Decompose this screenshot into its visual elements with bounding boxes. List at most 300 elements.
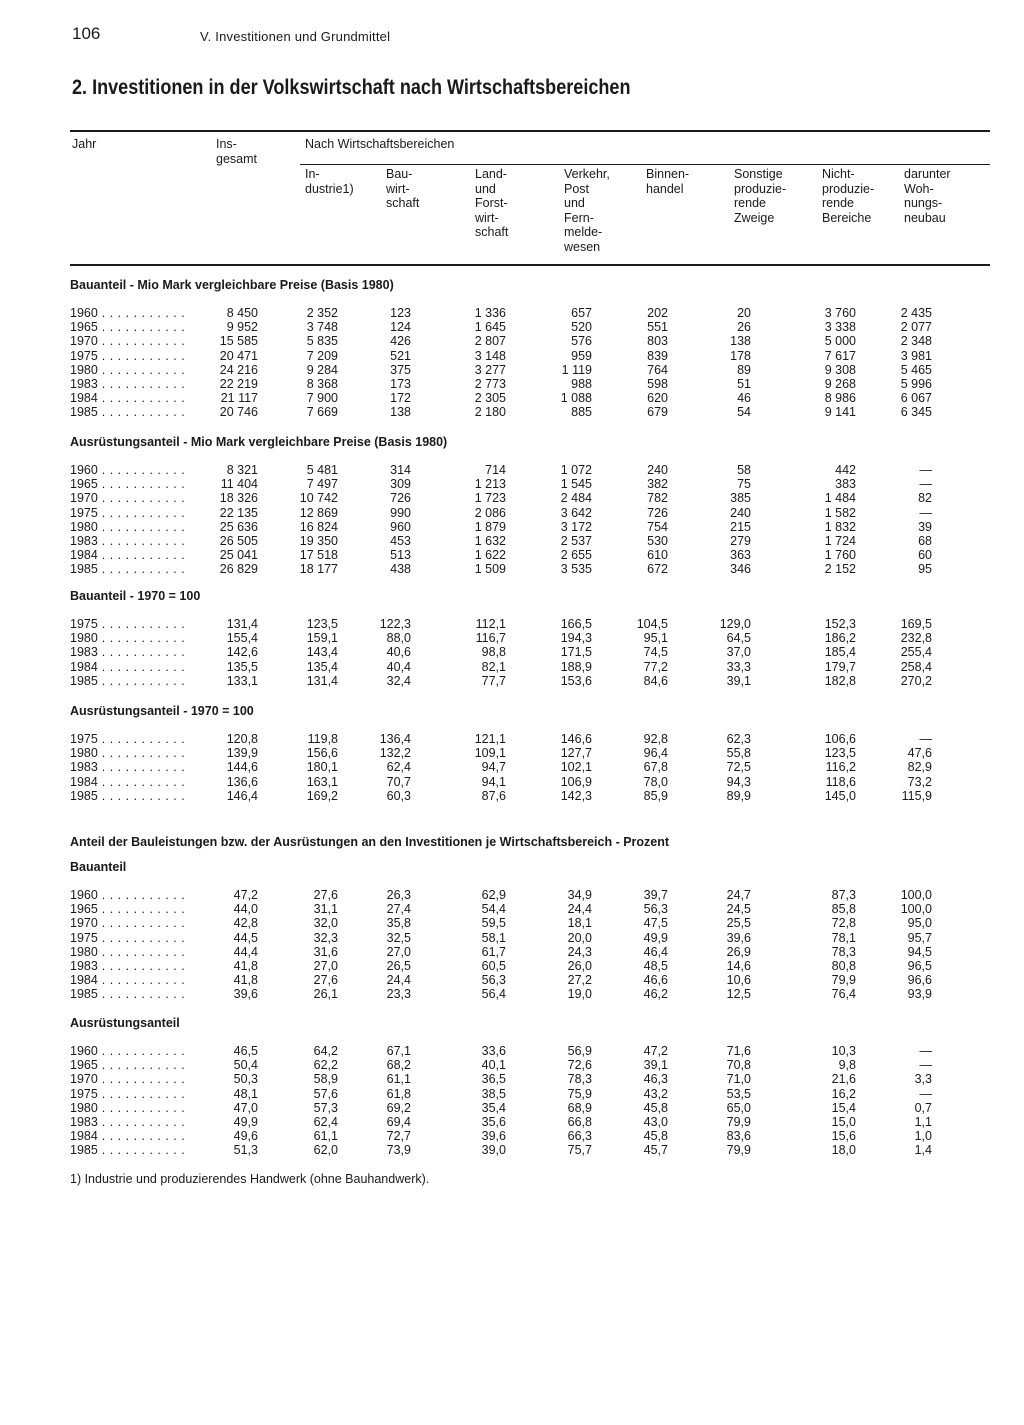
cell-bauwirtschaft: 132,2 — [379, 746, 411, 761]
cell-bauwirtschaft: 61,1 — [386, 1072, 411, 1087]
cell-industrie: 31,1 — [313, 902, 338, 917]
year-cell: 1983 . . . — [70, 534, 186, 548]
cell-verkehr: 171,5 — [560, 645, 592, 660]
cell-nicht-produzierende: 1 582 — [824, 505, 856, 520]
cell-insgesamt: 144,6 — [226, 760, 258, 775]
cell-wohnungsneubau: 96,6 — [907, 973, 932, 988]
cell-wohnungsneubau: 270,2 — [900, 673, 932, 688]
cell-bauwirtschaft: 24,4 — [386, 973, 411, 988]
header-binnenhandel: Binnen- handel — [646, 167, 690, 196]
cell-wohnungsneubau: 100,0 — [900, 902, 932, 917]
cell-verkehr: 1 072 — [560, 463, 592, 477]
cell-sonstige: 65,0 — [726, 1100, 751, 1115]
year-cell: 1985 . . . — [70, 674, 186, 688]
cell-verkehr: 885 — [571, 405, 592, 420]
cell-bauwirtschaft: 32,5 — [386, 930, 411, 945]
cell-industrie: 62,2 — [313, 1058, 338, 1073]
year-cell: 1984 . . . — [70, 1129, 186, 1143]
cell-bauwirtschaft: 23,3 — [386, 987, 411, 1002]
table-row — [0, 959, 1024, 973]
cell-land-forst: 60,5 — [481, 959, 506, 973]
cell-bauwirtschaft: 173 — [390, 377, 411, 391]
cell-industrie: 131,4 — [306, 673, 338, 688]
table-row — [0, 320, 1024, 334]
table-row — [0, 931, 1024, 945]
cell-sonstige: 20 — [737, 306, 751, 320]
cell-insgesamt: 20 471 — [219, 348, 258, 363]
cell-binnenhandel: 679 — [647, 405, 668, 420]
table-row — [0, 506, 1024, 520]
cell-wohnungsneubau: — — [919, 1086, 932, 1101]
cell-industrie: 143,4 — [306, 645, 338, 660]
cell-binnenhandel: 92,8 — [643, 732, 668, 746]
cell-binnenhandel: 598 — [647, 377, 668, 391]
cell-bauwirtschaft: 990 — [390, 505, 411, 520]
cell-insgesamt: 120,8 — [226, 732, 258, 746]
year-cell: 1975 . . . — [70, 732, 186, 746]
cell-nicht-produzierende: 5 000 — [824, 334, 856, 349]
cell-insgesamt: 25 041 — [219, 548, 258, 563]
cell-land-forst: 112,1 — [475, 617, 506, 631]
table-row — [0, 520, 1024, 534]
cell-nicht-produzierende: 123,5 — [824, 746, 856, 761]
cell-insgesamt: 8 321 — [226, 463, 258, 477]
cell-bauwirtschaft: 122,3 — [379, 617, 411, 631]
cell-sonstige: 71,0 — [726, 1072, 751, 1087]
year-cell: 1984 . . . — [70, 973, 186, 987]
cell-nicht-produzierende: 15,4 — [831, 1100, 856, 1115]
table-title: 2. Investitionen in der Volkswirtschaft nach Wirtschaftsbereichen — [72, 76, 631, 99]
cell-bauwirtschaft: 40,6 — [386, 645, 411, 660]
cell-land-forst: 1 645 — [474, 320, 506, 335]
cell-insgesamt: 51,3 — [233, 1143, 258, 1158]
table-row — [0, 463, 1024, 477]
cell-wohnungsneubau: 95,7 — [907, 930, 932, 945]
year-cell: 1975 . . . — [70, 1087, 186, 1101]
cell-nicht-produzierende: 15,6 — [831, 1129, 856, 1144]
cell-sonstige: 89 — [737, 362, 751, 377]
cell-insgesamt: 48,1 — [233, 1086, 258, 1101]
cell-binnenhandel: 202 — [647, 306, 668, 320]
cell-land-forst: 1 336 — [474, 306, 506, 320]
cell-nicht-produzierende: 145,0 — [824, 788, 856, 803]
cell-wohnungsneubau: 96,5 — [907, 959, 932, 973]
cell-sonstige: 363 — [730, 548, 751, 563]
section-title: Ausrüstungsanteil — [70, 1016, 180, 1030]
cell-binnenhandel: 48,5 — [643, 959, 668, 973]
cell-industrie: 64,2 — [313, 1044, 338, 1058]
cell-nicht-produzierende: 18,0 — [831, 1143, 856, 1158]
cell-insgesamt: 44,5 — [233, 930, 258, 945]
cell-insgesamt: 136,6 — [226, 774, 258, 789]
cell-land-forst: 33,6 — [481, 1044, 506, 1058]
cell-industrie: 31,6 — [313, 944, 338, 959]
cell-wohnungsneubau: 115,9 — [901, 788, 932, 803]
cell-binnenhandel: 47,5 — [643, 916, 668, 931]
group-rule — [300, 164, 990, 165]
cell-verkehr: 18,1 — [567, 916, 592, 931]
cell-bauwirtschaft: 426 — [390, 334, 411, 349]
cell-sonstige: 83,6 — [726, 1129, 751, 1144]
table-row — [0, 775, 1024, 789]
cell-nicht-produzierende: 116,2 — [825, 760, 856, 775]
cell-nicht-produzierende: 8 986 — [824, 391, 856, 406]
cell-sonstige: 12,5 — [726, 987, 751, 1002]
cell-bauwirtschaft: 172 — [390, 391, 411, 406]
cell-land-forst: 35,4 — [481, 1100, 506, 1115]
table-row — [0, 902, 1024, 916]
table-row — [0, 334, 1024, 348]
cell-land-forst: 54,4 — [481, 902, 506, 917]
cell-insgesamt: 20 746 — [219, 405, 258, 420]
cell-land-forst: 35,6 — [481, 1115, 506, 1129]
cell-nicht-produzierende: 1 724 — [824, 534, 856, 548]
cell-nicht-produzierende: 7 617 — [824, 348, 856, 363]
table-row — [0, 1129, 1024, 1143]
cell-verkehr: 20,0 — [567, 930, 592, 945]
cell-binnenhandel: 46,4 — [643, 944, 668, 959]
cell-binnenhandel: 551 — [647, 320, 668, 335]
year-cell: 1970 . . . — [70, 334, 186, 348]
cell-nicht-produzierende: 185,4 — [824, 645, 856, 660]
cell-land-forst: 714 — [485, 463, 506, 477]
table-row — [0, 1072, 1024, 1086]
year-cell: 1984 . . . — [70, 660, 186, 674]
header-group: Nach Wirtschaftsbereichen — [305, 137, 455, 151]
table-row — [0, 631, 1024, 645]
year-cell: 1985 . . . — [70, 562, 186, 576]
cell-binnenhandel: 764 — [647, 362, 668, 377]
cell-verkehr: 127,7 — [560, 746, 592, 761]
table-row — [0, 562, 1024, 576]
page-number: 106 — [72, 24, 101, 43]
cell-land-forst: 1 632 — [474, 534, 506, 548]
cell-bauwirtschaft: 513 — [390, 548, 411, 563]
cell-sonstige: 89,9 — [726, 788, 751, 803]
table-row — [0, 660, 1024, 674]
cell-wohnungsneubau: 6 345 — [900, 405, 932, 420]
cell-sonstige: 79,9 — [726, 1143, 751, 1158]
year-cell: 1983 . . . — [70, 1115, 186, 1129]
cell-wohnungsneubau: — — [919, 505, 932, 520]
table-row — [0, 1058, 1024, 1072]
cell-sonstige: 46 — [737, 391, 751, 406]
table-row — [0, 746, 1024, 760]
header-insgesamt: Ins- gesamt — [216, 137, 257, 166]
cell-verkehr: 166,5 — [560, 617, 592, 631]
cell-verkehr: 102,1 — [560, 760, 592, 775]
cell-verkehr: 72,6 — [567, 1058, 592, 1073]
cell-insgesamt: 26 829 — [219, 562, 258, 577]
cell-industrie: 19 350 — [299, 534, 338, 548]
section-title: Ausrüstungsanteil - Mio Mark vergleichbare Preise (Basis 1980) — [70, 435, 448, 449]
year-cell: 1970 . . . — [70, 1072, 186, 1086]
cell-wohnungsneubau: 39 — [918, 519, 932, 534]
cell-sonstige: 346 — [730, 562, 751, 577]
cell-verkehr: 66,3 — [567, 1129, 592, 1144]
cell-wohnungsneubau: 5 996 — [900, 377, 932, 391]
cell-sonstige: 129,0 — [719, 617, 751, 631]
cell-nicht-produzierende: 1 484 — [824, 491, 856, 506]
cell-wohnungsneubau: 3,3 — [914, 1072, 932, 1087]
cell-binnenhandel: 85,9 — [643, 788, 668, 803]
cell-nicht-produzierende: 1 760 — [824, 548, 856, 563]
cell-industrie: 2 352 — [306, 306, 338, 320]
cell-nicht-produzierende: 87,3 — [831, 888, 856, 902]
cell-bauwirtschaft: 453 — [390, 534, 411, 548]
cell-industrie: 8 368 — [306, 377, 338, 391]
cell-nicht-produzierende: 106,6 — [824, 732, 856, 746]
cell-binnenhandel: 672 — [647, 562, 668, 577]
cell-insgesamt: 139,9 — [226, 746, 258, 761]
cell-verkehr: 19,0 — [567, 987, 592, 1002]
year-cell: 1980 . . . — [70, 746, 186, 760]
year-cell: 1985 . . . — [70, 789, 186, 803]
cell-industrie: 17 518 — [299, 548, 338, 563]
cell-insgesamt: 9 952 — [226, 320, 258, 335]
cell-sonstige: 215 — [730, 519, 751, 534]
header-industrie: In- dustrie1) — [305, 167, 354, 196]
cell-industrie: 123,5 — [306, 617, 338, 631]
cell-land-forst: 94,7 — [481, 760, 506, 775]
cell-binnenhandel: 382 — [647, 477, 668, 492]
cell-sonstige: 25,5 — [726, 916, 751, 931]
cell-verkehr: 106,9 — [560, 774, 592, 789]
cell-wohnungsneubau: 1,0 — [914, 1129, 932, 1144]
cell-industrie: 7 900 — [306, 391, 338, 406]
cell-insgesamt: 41,8 — [233, 973, 258, 988]
header-bauwirtschaft: Bau- wirt- schaft — [386, 167, 420, 210]
cell-verkehr: 3 642 — [560, 505, 592, 520]
cell-bauwirtschaft: 314 — [390, 463, 411, 477]
table-row — [0, 760, 1024, 774]
cell-nicht-produzierende: 9 141 — [824, 405, 856, 420]
cell-nicht-produzierende: 9,8 — [838, 1058, 856, 1073]
section-title: Ausrüstungsanteil - 1970 = 100 — [70, 704, 254, 718]
cell-land-forst: 40,1 — [481, 1058, 506, 1073]
cell-land-forst: 61,7 — [481, 944, 506, 959]
cell-wohnungsneubau: — — [919, 1044, 932, 1058]
table-row — [0, 349, 1024, 363]
section-title: Anteil der Bauleistungen bzw. der Ausrüstungen an den Investitionen je Wirtschaftsbereich - Prozent — [70, 835, 670, 849]
cell-binnenhandel: 782 — [647, 491, 668, 506]
cell-wohnungsneubau: 1,4 — [914, 1143, 932, 1158]
cell-industrie: 57,3 — [313, 1100, 338, 1115]
cell-verkehr: 66,8 — [567, 1115, 592, 1129]
cell-verkehr: 142,3 — [560, 788, 592, 803]
cell-land-forst: 77,7 — [481, 673, 506, 688]
cell-binnenhandel: 610 — [647, 548, 668, 563]
cell-bauwirtschaft: 67,1 — [386, 1044, 411, 1058]
cell-binnenhandel: 74,5 — [643, 645, 668, 660]
year-cell: 1965 . . . — [70, 1058, 186, 1072]
table-row — [0, 477, 1024, 491]
cell-bauwirtschaft: 72,7 — [386, 1129, 411, 1144]
cell-land-forst: 38,5 — [481, 1086, 506, 1101]
cell-industrie: 7 497 — [306, 477, 338, 492]
cell-binnenhandel: 78,0 — [643, 774, 668, 789]
table-row — [0, 973, 1024, 987]
cell-wohnungsneubau: — — [919, 1058, 932, 1073]
cell-land-forst: 2 773 — [474, 377, 506, 391]
cell-wohnungsneubau: 100,0 — [900, 888, 932, 902]
cell-sonstige: 138 — [730, 334, 751, 349]
cell-sonstige: 51 — [737, 377, 751, 391]
cell-sonstige: 37,0 — [726, 645, 751, 660]
cell-sonstige: 14,6 — [726, 959, 751, 973]
table-row — [0, 645, 1024, 659]
cell-wohnungsneubau: 258,4 — [900, 659, 932, 674]
cell-binnenhandel: 39,7 — [643, 888, 668, 902]
header-wohnungsneubau: darunter Woh- nungs- neubau — [904, 167, 951, 225]
year-cell: 1985 . . . — [70, 1143, 186, 1157]
cell-verkehr: 576 — [571, 334, 592, 349]
cell-insgesamt: 24 216 — [219, 362, 258, 377]
cell-industrie: 159,1 — [306, 631, 338, 646]
cell-nicht-produzierende: 79,9 — [831, 973, 856, 988]
cell-industrie: 163,1 — [306, 774, 338, 789]
cell-insgesamt: 26 505 — [219, 534, 258, 548]
cell-industrie: 32,3 — [313, 930, 338, 945]
cell-land-forst: 94,1 — [481, 774, 506, 789]
year-cell: 1960 . . . — [70, 888, 186, 902]
cell-verkehr: 2 537 — [560, 534, 592, 548]
table-row — [0, 377, 1024, 391]
cell-land-forst: 82,1 — [481, 659, 506, 674]
cell-sonstige: 79,9 — [726, 1115, 751, 1129]
cell-wohnungsneubau: 2 348 — [900, 334, 932, 349]
cell-binnenhandel: 49,9 — [643, 930, 668, 945]
cell-land-forst: 56,4 — [481, 987, 506, 1002]
cell-binnenhandel: 754 — [647, 519, 668, 534]
cell-industrie: 7 669 — [306, 405, 338, 420]
header-land-forst: Land- und Forst- wirt- schaft — [475, 167, 509, 239]
cell-bauwirtschaft: 960 — [390, 519, 411, 534]
cell-bauwirtschaft: 35,8 — [386, 916, 411, 931]
table-row — [0, 1115, 1024, 1129]
cell-insgesamt: 135,5 — [226, 659, 258, 674]
year-cell: 1960 . . . — [70, 1044, 186, 1058]
footnote: 1) Industrie und produzierendes Handwerk (ohne Bauhandwerk). — [70, 1172, 430, 1186]
cell-verkehr: 75,7 — [567, 1143, 592, 1158]
cell-wohnungsneubau: 93,9 — [907, 987, 932, 1002]
cell-industrie: 5 835 — [306, 334, 338, 349]
cell-nicht-produzierende: 15,0 — [831, 1115, 856, 1129]
cell-bauwirtschaft: 26,3 — [386, 888, 411, 902]
cell-verkehr: 24,3 — [567, 944, 592, 959]
cell-insgesamt: 21 117 — [220, 391, 258, 406]
cell-insgesamt: 142,6 — [226, 645, 258, 660]
cell-land-forst: 2 807 — [474, 334, 506, 349]
cell-wohnungsneubau: 68 — [918, 534, 932, 548]
cell-bauwirtschaft: 61,8 — [386, 1086, 411, 1101]
year-cell: 1984 . . . — [70, 775, 186, 789]
cell-bauwirtschaft: 123 — [390, 306, 411, 320]
cell-binnenhandel: 45,8 — [643, 1100, 668, 1115]
cell-nicht-produzierende: 179,7 — [824, 659, 856, 674]
cell-land-forst: 56,3 — [481, 973, 506, 988]
top-rule — [70, 130, 990, 132]
cell-wohnungsneubau: — — [919, 477, 932, 492]
year-cell: 1975 . . . — [70, 349, 186, 363]
table-row — [0, 306, 1024, 320]
cell-industrie: 119,8 — [307, 732, 338, 746]
cell-wohnungsneubau: 1,1 — [914, 1115, 932, 1129]
cell-industrie: 27,6 — [313, 973, 338, 988]
cell-nicht-produzierende: 16,2 — [831, 1086, 856, 1101]
cell-nicht-produzierende: 383 — [835, 477, 856, 492]
cell-bauwirtschaft: 69,2 — [386, 1100, 411, 1115]
cell-bauwirtschaft: 375 — [390, 362, 411, 377]
cell-sonstige: 70,8 — [726, 1058, 751, 1073]
cell-land-forst: 1 723 — [474, 491, 506, 506]
cell-verkehr: 988 — [571, 377, 592, 391]
year-cell: 1985 . . . — [70, 405, 186, 419]
cell-verkehr: 34,9 — [567, 888, 592, 902]
cell-industrie: 27,0 — [313, 959, 338, 973]
cell-binnenhandel: 77,2 — [643, 659, 668, 674]
cell-insgesamt: 22 135 — [219, 505, 258, 520]
cell-binnenhandel: 39,1 — [643, 1058, 668, 1073]
cell-verkehr: 75,9 — [567, 1086, 592, 1101]
year-cell: 1983 . . . — [70, 760, 186, 774]
section-title: Bauanteil - Mio Mark vergleichbare Preise (Basis 1980) — [70, 278, 394, 292]
table-row — [0, 789, 1024, 803]
cell-industrie: 156,6 — [306, 746, 338, 761]
cell-nicht-produzierende: 2 152 — [824, 562, 856, 577]
cell-insgesamt: 50,4 — [233, 1058, 258, 1073]
cell-insgesamt: 146,4 — [226, 788, 258, 803]
cell-insgesamt: 25 636 — [219, 519, 258, 534]
cell-land-forst: 1 879 — [474, 519, 506, 534]
cell-land-forst: 2 305 — [474, 391, 506, 406]
header-sonstige: Sonstige produzie- rende Zweige — [734, 167, 787, 225]
cell-wohnungsneubau: 60 — [918, 548, 932, 563]
cell-insgesamt: 22 219 — [219, 377, 258, 391]
cell-verkehr: 2 484 — [560, 491, 592, 506]
cell-industrie: 180,1 — [306, 760, 338, 775]
cell-wohnungsneubau: 0,7 — [914, 1100, 932, 1115]
cell-industrie: 57,6 — [313, 1086, 338, 1101]
table-row — [0, 405, 1024, 419]
cell-sonstige: 94,3 — [726, 774, 751, 789]
cell-verkehr: 68,9 — [567, 1100, 592, 1115]
cell-nicht-produzierende: 76,4 — [831, 987, 856, 1002]
cell-nicht-produzierende: 78,3 — [831, 944, 856, 959]
table-row — [0, 888, 1024, 902]
cell-sonstige: 178 — [730, 348, 751, 363]
year-cell: 1983 . . . — [70, 959, 186, 973]
cell-insgesamt: 47,2 — [233, 888, 258, 902]
cell-insgesamt: 42,8 — [233, 916, 258, 931]
cell-land-forst: 39,6 — [481, 1129, 506, 1144]
cell-binnenhandel: 530 — [647, 534, 668, 548]
cell-wohnungsneubau: 82,9 — [907, 760, 932, 775]
cell-nicht-produzierende: 9 308 — [824, 362, 856, 377]
cell-binnenhandel: 43,2 — [643, 1086, 668, 1101]
cell-sonstige: 26 — [737, 320, 751, 335]
cell-bauwirtschaft: 138 — [390, 405, 411, 420]
cell-insgesamt: 11 404 — [220, 477, 258, 492]
cell-insgesamt: 44,0 — [233, 902, 258, 917]
cell-wohnungsneubau: 82 — [918, 491, 932, 506]
table-row — [0, 1143, 1024, 1157]
cell-industrie: 16 824 — [299, 519, 338, 534]
year-cell: 1980 . . . — [70, 631, 186, 645]
cell-nicht-produzierende: 3 760 — [824, 306, 856, 320]
cell-industrie: 26,1 — [313, 987, 338, 1002]
cell-verkehr: 2 655 — [560, 548, 592, 563]
